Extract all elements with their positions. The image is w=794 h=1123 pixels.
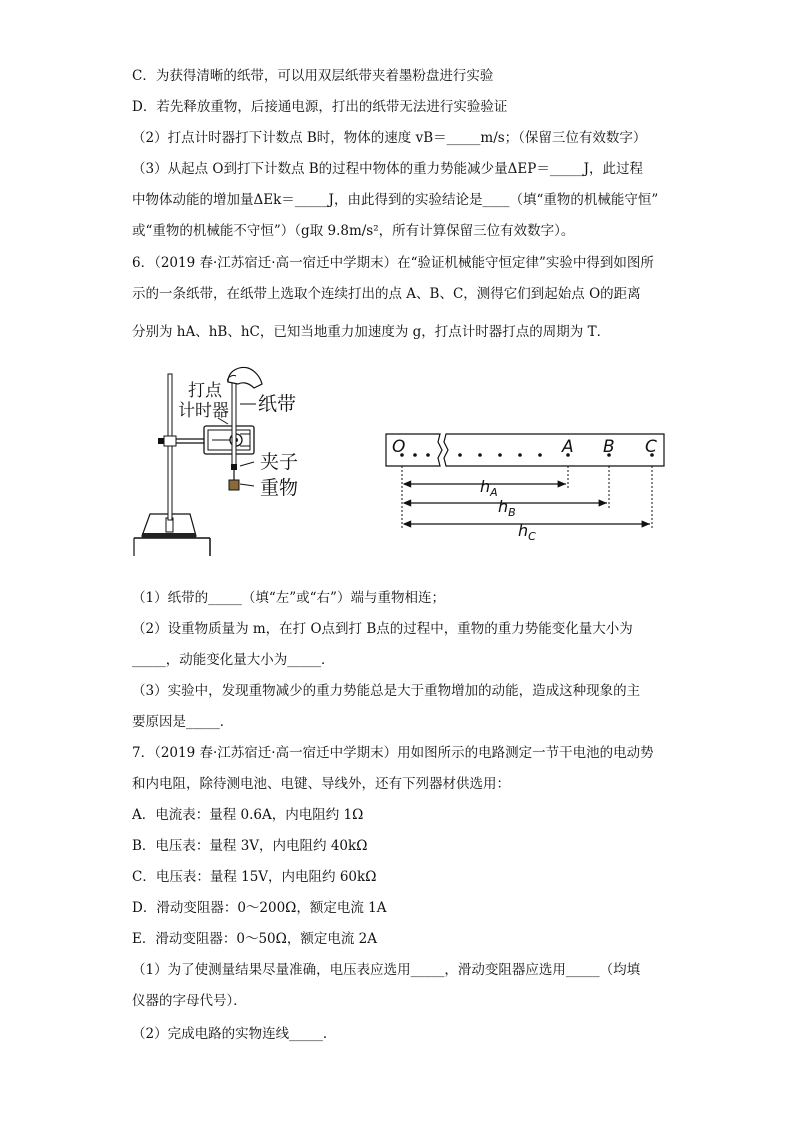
label-clip: 夹子	[260, 451, 299, 473]
q6-sub2-line2: _____，动能变化量大小为_____．	[132, 652, 335, 668]
q7-stem-line1: 7．（2019 春·江苏宿迁·高一宿迁中学期末）用如图所示的电路测定一节干电池的电动势	[132, 745, 654, 761]
paper-tape	[232, 374, 236, 466]
q6-stem-line3: 分别为 hA、hB、hC，已知当地重力加速度为 g，打点计时器打点的周期为 T．	[132, 324, 611, 340]
q5-part3-line1: （3）从起点 O到打下计数点 B的过程中物体的重力势能减少量ΔEP＝_____J，此过程	[132, 161, 644, 177]
label-timer-line2: 计时器	[178, 401, 229, 421]
label-weight: 重物	[260, 477, 299, 499]
q7-option-c: C．电压表：量程 15V，内电阻约 60kΩ	[132, 869, 377, 885]
q7-option-d: D．滑动变阻器：0～200Ω，额定电流 1A	[132, 900, 387, 916]
q7-option-e: E．滑动变阻器：0～50Ω，额定电流 2A	[132, 931, 377, 947]
q6-stem-line2: 示的一条纸带，在纸带上选取个连续打出的点 A、B、C，测得它们到起始点 O的距离	[132, 286, 641, 302]
clip	[231, 464, 237, 480]
stand-rod	[168, 374, 172, 520]
q7-sub1-line2: 仪器的字母代号）．	[132, 993, 247, 1009]
q5-part3-line3: 或“重物的机械能不守恒”）（g取 9.8m/s²，所有计算保留三位有效数字）。	[132, 223, 575, 239]
table	[134, 538, 210, 556]
point-label-o: O	[392, 437, 406, 457]
apparatus-figure	[128, 360, 328, 560]
point-label-c: C	[645, 437, 657, 457]
q7-stem-line2: 和内电阻，除待测电池、电键、导线外，还有下列器材供选用：	[132, 776, 510, 792]
q7-option-b: B．电压表：量程 3V，内电阻约 40kΩ	[132, 838, 368, 854]
point-label-b: B	[603, 437, 615, 457]
q7-sub2: （2）完成电路的实物连线_____．	[132, 1026, 337, 1042]
q5-option-d: D．若先释放重物，后接通电源，打出的纸带无法进行实验验证	[132, 99, 508, 115]
label-timer-line1: 打点	[188, 381, 222, 401]
tape-figure	[382, 428, 672, 548]
q7-option-a: A．电流表：量程 0.6A，内电阻约 1Ω	[132, 807, 364, 823]
q6-sub3-line2: 要原因是_____．	[132, 714, 234, 730]
label-tape: 纸带	[258, 393, 297, 415]
q6-sub2-line1: （2）设重物质量为 m，在打 O点到打 B点的过程中，重物的重力势能变化量大小为	[132, 621, 633, 637]
q5-option-c: C．为获得清晰的纸带，可以用双层纸带夹着墨粉盘进行实验	[132, 68, 494, 84]
q5-part2: （2）打点计时器打下计数点 B时，物体的速度 vB＝_____m/s；（保留三位有效数字）	[132, 130, 647, 146]
q6-sub1: （1）纸带的_____（填“左”或“右”）端与重物相连；	[132, 590, 445, 606]
q6-stem-line1: 6．（2019 春·江苏宿迁·高一宿迁中学期末）在“验证机械能守恒定律”实验中得到如图所	[132, 255, 654, 271]
dist-label-hc: $h_C$	[518, 521, 536, 543]
tape-strip	[386, 434, 664, 466]
q7-sub1-line1: （1）为了使测量结果尽量准确，电压表应选用_____，滑动变阻器应选用_____（均填	[132, 962, 641, 978]
q5-part3-line2: 中物体动能的增加量ΔEk＝_____J，由此得到的实验结论是____（填“重物的机械能守恒”	[132, 192, 659, 208]
point-label-a: A	[562, 437, 574, 457]
q6-sub3-line1: （3）实验中，发现重物减少的重力势能总是大于重物增加的动能，造成这种现象的主	[132, 683, 641, 699]
timer-body	[204, 426, 254, 454]
weight	[229, 480, 239, 490]
dist-label-hb: $h_B$	[498, 497, 516, 519]
stand-clamp	[158, 436, 206, 446]
dist-label-ha: $h_A$	[480, 477, 498, 499]
